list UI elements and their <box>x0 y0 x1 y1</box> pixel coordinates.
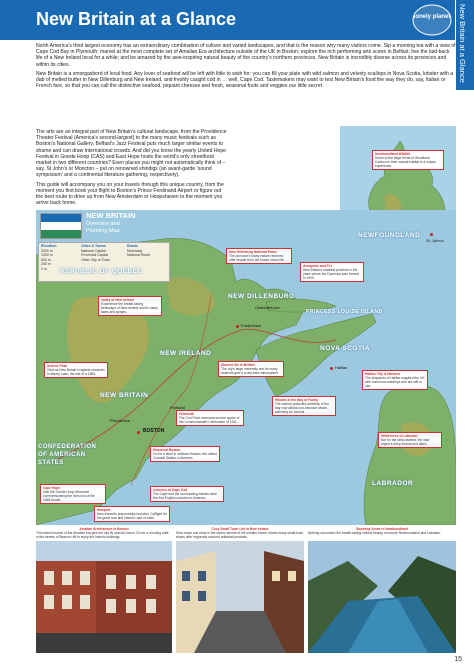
photo-caption-title: Amalian Architecture in Boston <box>79 527 129 531</box>
intro-paragraph: New Britain is a smorgasbord of local food. Any lover of seafood will be left with little to wish for: you can fill your plate with wild salmon and velvety scallops in Nova Scotia, lobster with a dab of melted butter in New Dillenburg and New Ireland, and freshly caught cod in … well, Cape Cod. Tastemakers may want to test New Britain’s food the way they do, say, Italian or French fare, so that you can call the distinctive seafood, piquant cheeses and fresh, seasonal fruits and veggies our little secret. <box>36 70 454 90</box>
map-legend <box>38 242 170 282</box>
legend-elevation-item: 500 m <box>41 257 51 262</box>
photo-small-town <box>176 541 304 653</box>
map-subtitle: Overview and <box>86 221 120 227</box>
callout-new-dillenburg-parks <box>226 248 292 264</box>
callout-text: New Britain's smallest province is the place where the Dominion was formed in 1905. <box>303 268 360 281</box>
region-label-new-britain: NEW BRITAIN <box>100 392 149 399</box>
region-label-confederation: CONFEDERATION OF AMERICAN STATES <box>38 444 97 466</box>
callout-title: Whales in the Bay of Fundy <box>275 398 319 402</box>
body-paragraph: This guide will accompany you on your travels through this unique country, from the moment you first book your flight to Boston’s Prince Ferdinand Airport or figure out the best route to drive up from New Amsterdam or Hoopshaven to the moment you arrive back home. <box>36 181 224 207</box>
fredericton-marker <box>236 325 239 328</box>
callout-title: Newfoundland Wildlife <box>375 152 411 156</box>
photo-caption-title: Stunning Views in Newfoundland <box>356 527 408 531</box>
boston-marker <box>137 431 140 434</box>
callout-title: New Dillenburg National Parks <box>229 250 277 254</box>
callout-text: The Cod Point memorial service spoke of the Commonwealth Celebration of 1911. <box>179 416 240 425</box>
callout-title: Wilderness of Labrador <box>381 434 418 438</box>
region-label-newfoundland: NEWFOUNDLAND <box>358 232 421 239</box>
legend-city-item: Other City or Town <box>81 257 110 262</box>
callout-cape-hope <box>40 484 106 504</box>
callout-title: Andros Peak <box>47 364 68 368</box>
body-text <box>36 129 228 209</box>
map-title: NEW BRITAIN <box>86 211 136 220</box>
callout-annapolis <box>300 262 364 282</box>
city-halifax: Halifax <box>335 365 348 370</box>
legend-road-item: Motorway <box>127 248 143 253</box>
photo-caption-text: Slow down and relax in the scenic streets of the smaller towns, where many small-town shops offer regionally sourced artisanal products. <box>176 531 304 539</box>
photo-caption-text: Trim street houses of the Amalian era give the city its special charm. Go for a morning walk in the streets of Beacon Hill to enjoy the historic buildings. <box>36 531 169 539</box>
region-label-quebec: REPUBLIC OF QUÉBEC <box>60 268 143 275</box>
logo-text: lonely planet <box>413 14 451 20</box>
photo-caption-text: Nothing can match the breath-taking natural beauty of remote Newfoundland and Labrador. <box>308 531 442 535</box>
region-label-princess-louise-island: PRINCESS LOUISE ISLAND <box>306 309 383 315</box>
callout-text: Not for the faint-hearted, the vast region's deep forests and lakes. <box>381 438 430 447</box>
photo-newfoundland-fjord <box>308 541 456 653</box>
callout-andros-peak <box>44 362 108 378</box>
photo-caption-new-ireland <box>176 527 304 539</box>
callout-student-life-belfast <box>218 361 284 377</box>
lonely-planet-logo <box>412 4 452 36</box>
callout-falmouth <box>176 410 244 426</box>
callout-title: Colonies of Cape Cod <box>153 488 188 492</box>
callout-title: Falmouth <box>179 412 194 416</box>
callout-text: Home to the large herds of Woodland Caribou in their natural habitat is a unique experience. <box>375 156 437 169</box>
callout-text: New Ireland's purposefully founded. Cyfflight for the great rare and historic road of carts. <box>97 512 167 521</box>
side-tab-label: New Britain at a Glance <box>458 4 467 83</box>
city-portland: Portland <box>170 405 185 410</box>
callout-title: Newport <box>97 508 111 512</box>
legend-cities-heading: Cities & Towns <box>81 244 106 248</box>
callout-text: View as New Britain's highest mountain in Bantry Lake, the site of a 1869. <box>47 368 105 377</box>
callout-halifax-harbour <box>362 370 428 390</box>
page-title: New Britain at a Glance <box>36 9 237 29</box>
region-label-nova-scotia: NOVA SCOTIA <box>320 345 370 352</box>
callout-title: Historical Boston <box>153 448 181 452</box>
photo-caption-boston <box>36 527 172 539</box>
city-charlottetown: Charlottetown <box>255 305 280 310</box>
region-label-new-dillenburg: NEW DILLENBURG <box>228 293 295 300</box>
region-label-labrador: LABRADOR <box>372 480 414 487</box>
callout-historical-boston <box>150 446 220 462</box>
callout-wilderness-labrador <box>378 432 442 448</box>
city-boston: BOSTON <box>143 428 165 434</box>
legend-elevation-item: 0 m <box>41 266 47 271</box>
legend-elevation-item: 2000 m <box>41 248 53 253</box>
callout-title: Student life in Belfast <box>221 363 255 367</box>
photo-caption-newfoundland <box>308 527 456 535</box>
callout-text: The Cape and the surrounding islands were the first English colonies in America. <box>153 492 217 501</box>
legend-city-item: National Capital <box>81 248 106 253</box>
callout-colonies-cape-cod <box>150 486 224 502</box>
callout-text: The shipyards of Halifax supplied the UK with numerous warships and are still in use. <box>365 376 425 389</box>
callout-newport <box>94 506 170 522</box>
photo-boston-architecture <box>36 541 172 653</box>
callout-text: The city's large university and its many students give it a laid-back atmosphere. <box>221 367 280 376</box>
callout-valley-new-ireland <box>98 296 162 316</box>
city-providence: Providence <box>110 418 131 423</box>
legend-elevation-item: 200 m <box>41 262 51 266</box>
callout-text: The province's many nature reserves offer respite from the busier urban life. <box>229 254 285 263</box>
callout-text: Go for a stroll in midtown Boston, the oldest Colonial Station in America. <box>153 452 217 461</box>
callout-text: The marine protected authority of the bay now allows non-intrusive whale-watching for tourists. <box>275 402 330 415</box>
city-st-johns: St. John's <box>426 238 444 243</box>
callout-text: Visit the Goede Hoop Memorial commemorating the lives lost of the 1848 floods. <box>43 490 95 503</box>
intro-paragraph: North America’s third largest economy has an extraordinary combination of culture and varied landscapes, and that is the reason why many visitors come. Sip a morning tea with a view of Cape Cod Bay in Plymouth; marvel at the most complete set of Amalian Era architecture outside of the UK in Boston; explore the rich performing arts scene in Belfast; live the laid-back life of a New Ireland local for a while; and be amazed by the awe-inspiring natural beauty of the country’s northern provinces. New Britain is incredibly diverse across its provinces and within its cities. <box>36 43 456 68</box>
callout-title: Annapolis and PLI <box>303 264 332 268</box>
map-subtitle-2: Planning Map <box>86 228 120 234</box>
callout-title: Halifax City & Harbour <box>365 372 400 376</box>
st-johns-marker <box>430 233 433 236</box>
page-number: 15 <box>454 656 462 663</box>
callout-title: Cape Hope <box>43 486 61 490</box>
page-header <box>0 0 474 40</box>
halifax-marker <box>330 367 333 370</box>
callout-title: Valley of New Ireland <box>101 298 134 302</box>
photo-caption-title: Cozy Small Town Life in New Ireland <box>211 527 269 531</box>
legend-elevation-item: 1000 m <box>41 253 53 257</box>
callout-whales-fundy <box>272 396 336 416</box>
new-britain-flag <box>40 213 82 239</box>
side-tab <box>455 0 474 90</box>
legend-city-item: Provincial Capital <box>81 253 109 257</box>
callout-text: Experience the breath-taking landscape of New Ireland and its many lakes and gorges. <box>101 302 158 315</box>
legend-roads-heading: Roads <box>127 244 138 248</box>
intro-text <box>36 43 456 92</box>
region-label-new-ireland: NEW IRELAND <box>160 350 212 357</box>
legend-elevation-heading: Elevation <box>41 244 57 248</box>
city-fredericton: Fredericton <box>241 323 262 328</box>
callout-newfoundland-wildlife <box>372 150 444 170</box>
body-paragraph: The arts are an integral part of New Britain’s cultural landscape, from the Providence Theater Festival (America’s second-largest) to the many music festivals such as Boston’s National Gallery, Belfast’s Jazz Festival puts much larger similar events to shame and can draw international crowds. And did you know the yearly United Hope Festival in Goede Hoop (CAS) and East Hope hosts the world’s only streetfood market in two different countries? Even places you might not automatically think of – say, St John’s or Moncton – put on renowned shindigs (an avant-garde ‘sound symposium’ and a continental literature gathering, respectively). <box>36 129 227 179</box>
legend-road-item: National Route <box>127 253 151 257</box>
